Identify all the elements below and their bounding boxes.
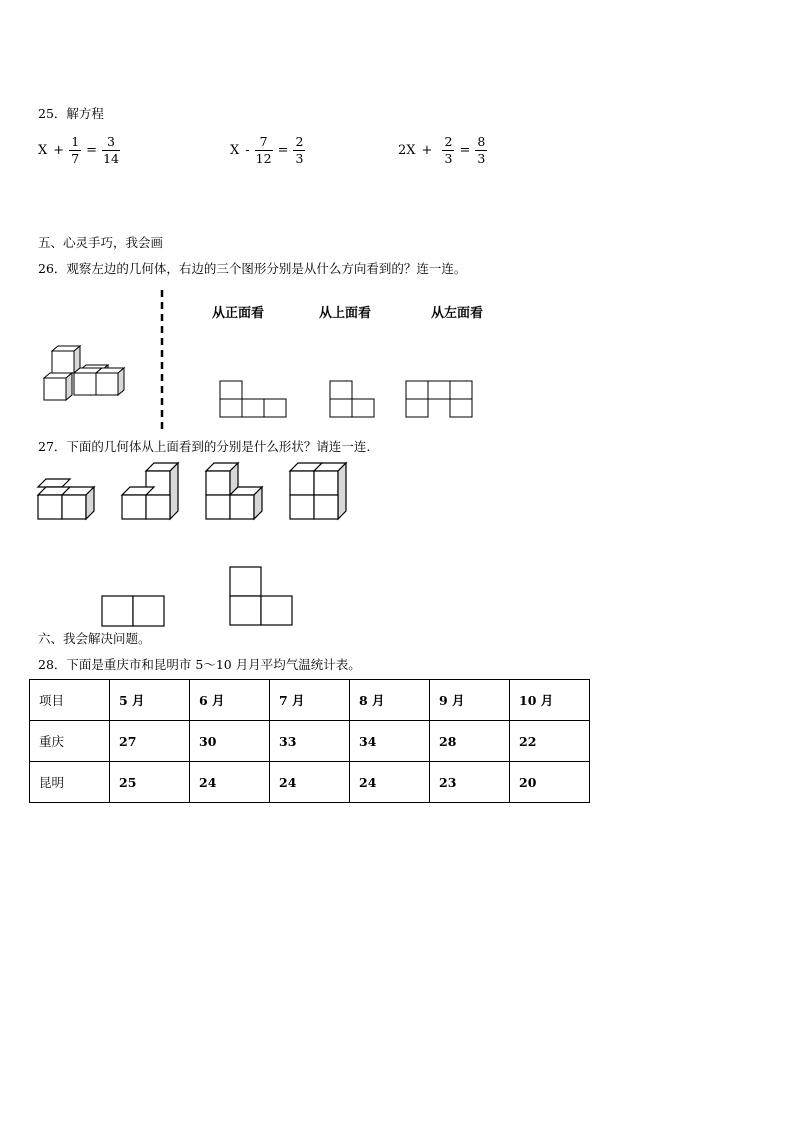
view-label-left: 从左面看 — [431, 306, 484, 321]
equation-3 — [398, 128, 489, 172]
table-cell: 23 — [430, 762, 510, 803]
eq2-equals: = — [277, 142, 289, 158]
eq1-equals: = — [86, 142, 98, 158]
table-row — [30, 762, 590, 803]
table-cell: 24 — [190, 762, 270, 803]
eq3-fraction-b-denominator: 3 — [477, 150, 486, 166]
table-cell: 24 — [350, 762, 430, 803]
view-label-front: 从正面看 — [212, 306, 265, 321]
q26-view-shape-3 — [405, 380, 475, 420]
eq1-fraction-a-denominator: 7 — [71, 150, 80, 166]
q27-solid-2 — [120, 460, 186, 525]
eq3-fraction-a — [442, 134, 454, 167]
table-header-cell: 7 月 — [270, 680, 350, 721]
dashed-divider — [159, 290, 165, 430]
eq3-operator: + — [421, 142, 433, 158]
q28-title: 28．下面是重庆市和昆明市 5～10 月月平均气温统计表。 — [38, 657, 361, 672]
table-cell: 30 — [190, 721, 270, 762]
eq2-operator: - — [245, 142, 250, 158]
eq2-fraction-b-denominator: 3 — [295, 150, 304, 166]
q27-view-shape-1 — [100, 594, 166, 628]
table-cell: 22 — [510, 721, 590, 762]
table-cell: 20 — [510, 762, 590, 803]
eq3-fraction-a-numerator: 2 — [444, 133, 453, 149]
table-header-cell: 6 月 — [190, 680, 270, 721]
table-cell: 27 — [110, 721, 190, 762]
view-label-top: 从上面看 — [319, 306, 372, 321]
eq1-variable: X — [38, 142, 48, 158]
table-header-row — [30, 680, 590, 721]
eq3-fraction-b-numerator: 8 — [477, 133, 486, 149]
table-header-cell: 项目 — [30, 680, 110, 721]
equation-2 — [230, 128, 307, 172]
eq2-variable: X — [230, 142, 240, 158]
eq1-fraction-b-numerator: 3 — [107, 133, 115, 149]
section-5-title: 五、心灵手巧，我会画 — [38, 235, 164, 250]
eq3-variable: 2X — [398, 142, 416, 158]
eq1-fraction-b-denominator: 14 — [103, 150, 119, 166]
eq2-fraction-a-denominator: 12 — [255, 150, 272, 166]
table-header-cell: 10 月 — [510, 680, 590, 721]
eq3-fraction-b — [475, 134, 487, 167]
q25-title: 25．解方程 — [38, 106, 104, 121]
eq1-fraction-a-numerator: 1 — [71, 133, 80, 149]
q26-title: 26．观察左边的几何体，右边的三个图形分别是从什么方向看到的？连一连。 — [38, 261, 467, 276]
q26-view-shape-1 — [219, 380, 289, 420]
eq2-fraction-b-numerator: 2 — [295, 133, 304, 149]
eq2-fraction-b — [293, 134, 305, 167]
table-row-label: 昆明 — [30, 762, 110, 803]
table-header-cell: 5 月 — [110, 680, 190, 721]
eq1-operator: + — [53, 142, 65, 158]
table-header-cell: 8 月 — [350, 680, 430, 721]
eq2-fraction-a-numerator: 7 — [259, 133, 268, 149]
q26-view-shape-2 — [329, 380, 377, 420]
table-row-label: 重庆 — [30, 721, 110, 762]
q27-solid-1 — [36, 475, 102, 525]
table-header-cell: 9 月 — [430, 680, 510, 721]
q27-view-shape-2 — [228, 565, 294, 628]
q26-solid-figure — [40, 340, 145, 405]
equation-1 — [38, 128, 122, 172]
q27-title: 27．下面的几何体从上面看到的分别是什么形状？请连一连. — [38, 439, 371, 454]
eq2-fraction-a — [255, 134, 273, 167]
table-cell: 25 — [110, 762, 190, 803]
eq1-fraction-a — [69, 134, 81, 167]
q27-solid-3 — [204, 460, 270, 525]
eq3-equals: = — [459, 142, 471, 158]
table-cell: 34 — [350, 721, 430, 762]
section-6-title: 六、我会解决问题。 — [38, 631, 151, 646]
eq1-fraction-b — [102, 134, 120, 167]
table-cell: 24 — [270, 762, 350, 803]
table-row — [30, 721, 590, 762]
table-cell: 33 — [270, 721, 350, 762]
eq3-fraction-a-denominator: 3 — [444, 150, 453, 166]
table-cell: 28 — [430, 721, 510, 762]
temperature-table — [29, 679, 590, 803]
q27-solid-4 — [288, 460, 354, 525]
